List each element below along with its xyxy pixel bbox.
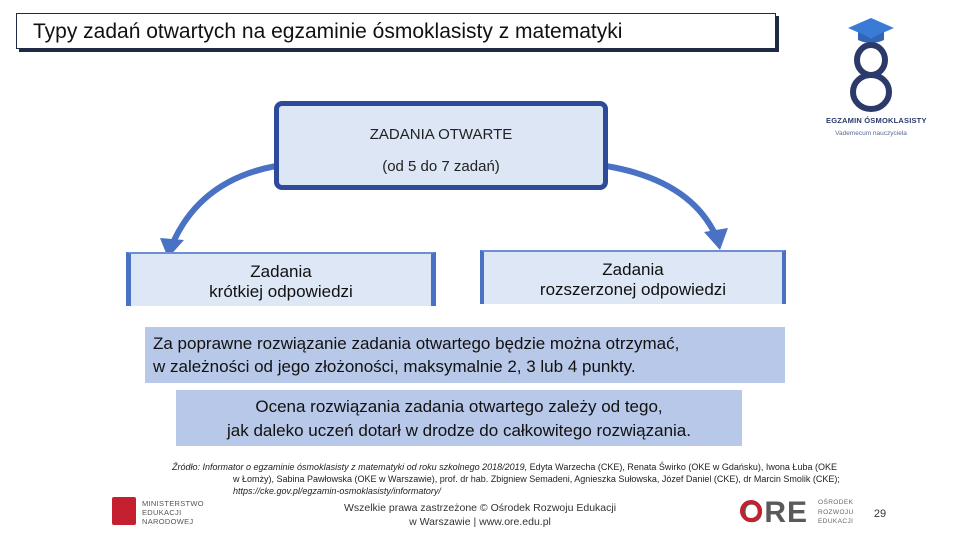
logo-sub-text: Vademecum nauczyciela [835, 130, 907, 137]
short-answer-line2: krótkiej odpowiedzi [209, 282, 353, 301]
source-citation [172, 461, 932, 497]
source-lead: Źródło: Informator o egzaminie ósmoklasisty z matematyki od roku szkolnego 2018/2019, [172, 462, 528, 472]
ore-ring-icon [740, 500, 762, 522]
ore-small-3: EDUKACJI [818, 518, 854, 525]
ore-logo [740, 496, 870, 530]
arrow-right-head [704, 228, 728, 250]
ministry-logo [112, 497, 222, 527]
source-authors-1: Edyta Warzecha (CKE), Renata Świrko (OKE w Gdańsku), Iwona Łuba (OKE [527, 462, 837, 472]
copyright-notice [320, 501, 640, 529]
page-number: 29 [873, 508, 887, 520]
eagle-emblem-icon [112, 497, 136, 525]
assessment-info-box [176, 390, 742, 446]
copyright-line-2: w Warszawie | www.ore.edu.pl [409, 516, 551, 528]
extended-answer-line2: rozszerzonej odpowiedzi [539, 280, 727, 299]
slide-title: Typy zadań otwartych na egzaminie ósmoklasisty z matematyki [33, 20, 623, 43]
scoring-info-box [145, 327, 785, 383]
open-tasks-heading: ZADANIA OTWARTE [369, 126, 513, 143]
copyright-line-1: Wszelkie prawa zastrzeżone © Ośrodek Rozwoju Edukacji [343, 502, 617, 514]
extended-answer-box [480, 250, 786, 304]
ministry-line-2: EDUKACJI [142, 508, 182, 517]
ore-small-2: ROZWOJU [818, 508, 854, 516]
scoring-info-line2: w zależności od jego złożoności, maksymalnie 2, 3 lub 4 punkty. [153, 357, 636, 376]
extended-answer-line1: Zadania [602, 260, 664, 279]
arrow-right [606, 166, 716, 236]
ore-wordmark: ORE [740, 496, 809, 529]
ministry-line-1: MINISTERSTWO [142, 499, 204, 508]
assessment-info-line2: jak daleko uczeń dotarł w drodze do całkowitego rozwiązania. [227, 421, 691, 440]
short-answer-box [126, 252, 436, 306]
ore-small-1: OŚRODEK [818, 499, 854, 506]
open-tasks-box [274, 101, 608, 190]
short-answer-line1: Zadania [250, 262, 312, 281]
ministry-line-3: NARODOWEJ [142, 517, 194, 526]
scoring-info-line1: Za poprawne rozwiązanie zadania otwartego będzie można otrzymać, [153, 334, 680, 353]
source-link[interactable]: https://cke.gov.pl/egzamin-osmoklasisty/informatory/ [233, 486, 441, 496]
open-tasks-count: (od 5 do 7 zadań) [382, 158, 500, 175]
logo-main-text: EGZAMIN ÓSMOKLASISTY [826, 116, 927, 125]
assessment-info-line1: Ocena rozwiązania zadania otwartego zależy od tego, [255, 397, 663, 416]
arrow-left [172, 166, 276, 245]
source-authors-2: w Łomży), Sabina Pawłowska (OKE w Warszawie), prof. dr hab. Zbigniew Semadeni, Agnieszka Sułowska, Józef Daniel (CKE), dr Marcin Smolik (CKE); [233, 474, 840, 484]
